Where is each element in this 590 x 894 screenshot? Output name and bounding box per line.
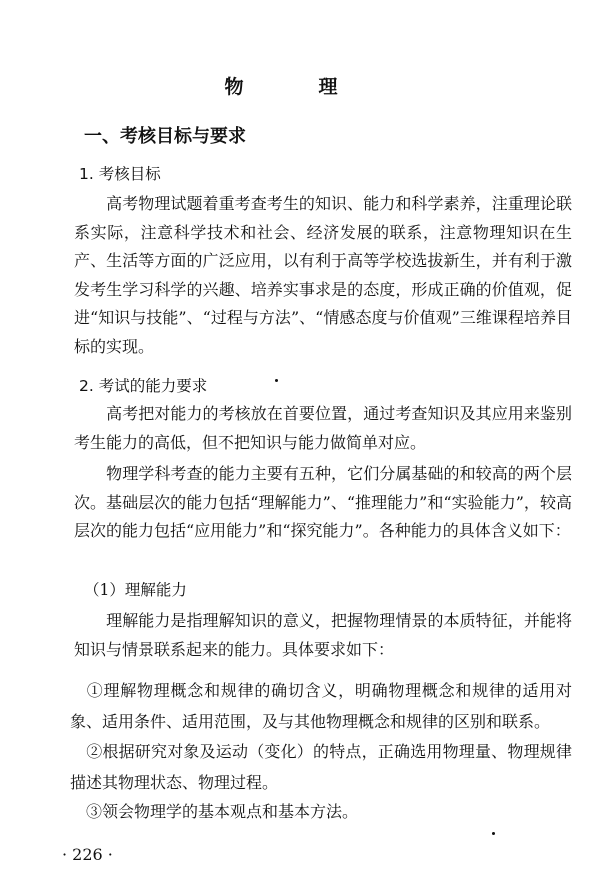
list-item: ②根据研究对象及运动（变化）的特点，正确选用物理量、物理规律描述其物理状态、物理过程。 [70, 742, 572, 792]
list-item: ①理解物理概念和规律的确切含义，明确物理概念和规律的适用对象、适用条件、适用范围，及与其他物理概念和规律的区别和联系。 [70, 681, 572, 731]
paragraph-understanding: 理解能力是指理解知识的意义，把握物理情景的本质特征，并能将知识与情景联系起来的能力。具体要求如下： [74, 611, 572, 659]
print-speck [275, 379, 278, 382]
subsection-heading-1: 1. 考核目标 [79, 165, 161, 183]
page-title: 物 理 [224, 76, 366, 98]
ability-heading-understanding: （1）理解能力 [84, 581, 187, 599]
page-number: · 226 · [62, 845, 113, 864]
list-item: ③领会物理学的基本观点和基本方法。 [70, 802, 359, 821]
paragraph-exam-objectives: 高考物理试题着重考查考生的知识、能力和科学素养，注重理论联系实际，注意科学技术和社会、经济发展的联系，注意物理知识在生产、生活等方面的广泛应用，以有利于高等学校选拔新生，并有利于激发考生学习科学的兴趣、培养实事求是的态度，形成正确的价值观，促进“知识与技能”、“过程与方法”、“情感态度与价值观”三维课程培养目标的实现。 [74, 194, 572, 356]
paragraph-five-abilities: 物理学科考查的能力主要有五种，它们分属基础的和较高的两个层次。基础层次的能力包括“理解能力”、“推理能力”和“实验能力”，较高层次的能力包括“应用能力”和“探究能力”。各种能力的具体含义如下： [74, 464, 572, 540]
paragraph-ability-priority: 高考把对能力的考核放在首要位置，通过考查知识及其应用来鉴别考生能力的高低，但不把知识与能力做简单对应。 [74, 404, 572, 452]
section-heading: 一、考核目标与要求 [84, 126, 246, 147]
print-speck [492, 832, 495, 835]
subsection-heading-2: 2. 考试的能力要求 [79, 377, 208, 395]
